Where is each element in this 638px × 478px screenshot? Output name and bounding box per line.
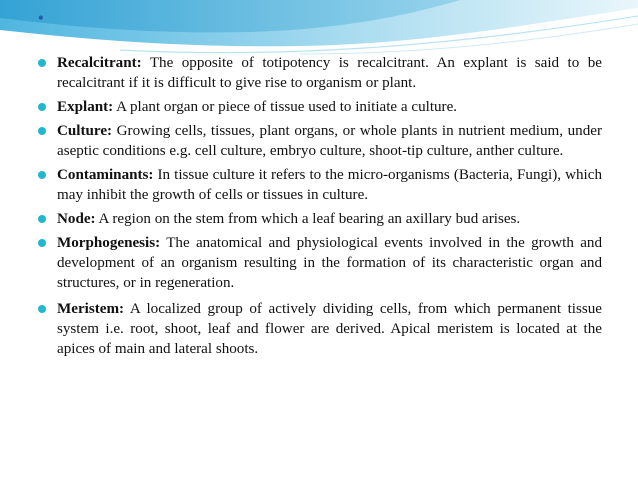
- bullet-icon: [38, 127, 46, 135]
- header-wave-decoration: [0, 0, 638, 60]
- list-item-recalcitrant: [36, 53, 602, 93]
- definition-text: A plant organ or piece of tissue used to initiate a culture.: [113, 99, 458, 115]
- term-label: Recalcitrant:: [57, 55, 142, 71]
- definition-text: In tissue culture it refers to the micro-organisms (Bacteria, Fungi), which may inhibit the growth of cells or tissues in culture.: [57, 167, 602, 203]
- bullet-icon: [38, 215, 46, 223]
- title-bullet: •: [38, 10, 44, 27]
- list-item-contaminants: [36, 165, 602, 205]
- list-item-morphogenesis: [36, 233, 602, 293]
- list-item-meristem: [36, 299, 602, 359]
- term-label: Meristem:: [57, 301, 125, 317]
- list-item-culture: [36, 121, 602, 161]
- bullet-icon: [38, 103, 46, 111]
- definition-list: [36, 53, 602, 363]
- term-label: Contaminants:: [57, 167, 154, 183]
- definition-text: The anatomical and physiological events involved in the growth and development of an organism resulting in the formation of its characteristic organ and structures, or in regeneration.: [57, 235, 602, 291]
- bullet-icon: [38, 305, 46, 313]
- term-label: Culture:: [57, 123, 113, 139]
- definition-text: A localized group of actively dividing cells, from which permanent tissue system i.e. root, shoot, leaf and flower are derived. Apical meristem is located at the apices of main and lateral shoots.: [57, 301, 602, 357]
- definition-text: A region on the stem from which a leaf bearing an axillary bud arises.: [95, 211, 521, 227]
- definition-text: Growing cells, tissues, plant organs, or whole plants in nutrient medium, under aseptic conditions e.g. cell culture, embryo culture, shoot-tip culture, anther culture.: [57, 123, 602, 159]
- bullet-icon: [38, 171, 46, 179]
- list-item-node: [36, 209, 602, 229]
- bullet-icon: [38, 239, 46, 247]
- term-label: Morphogenesis:: [57, 235, 161, 251]
- list-item-explant: [36, 97, 602, 117]
- definition-text: The opposite of totipotency is recalcitrant. An explant is said to be recalcitrant if it is difficult to give rise to organism or plant.: [57, 55, 602, 91]
- bullet-icon: [38, 59, 46, 67]
- term-label: Node:: [57, 211, 96, 227]
- term-label: Explant:: [57, 99, 114, 115]
